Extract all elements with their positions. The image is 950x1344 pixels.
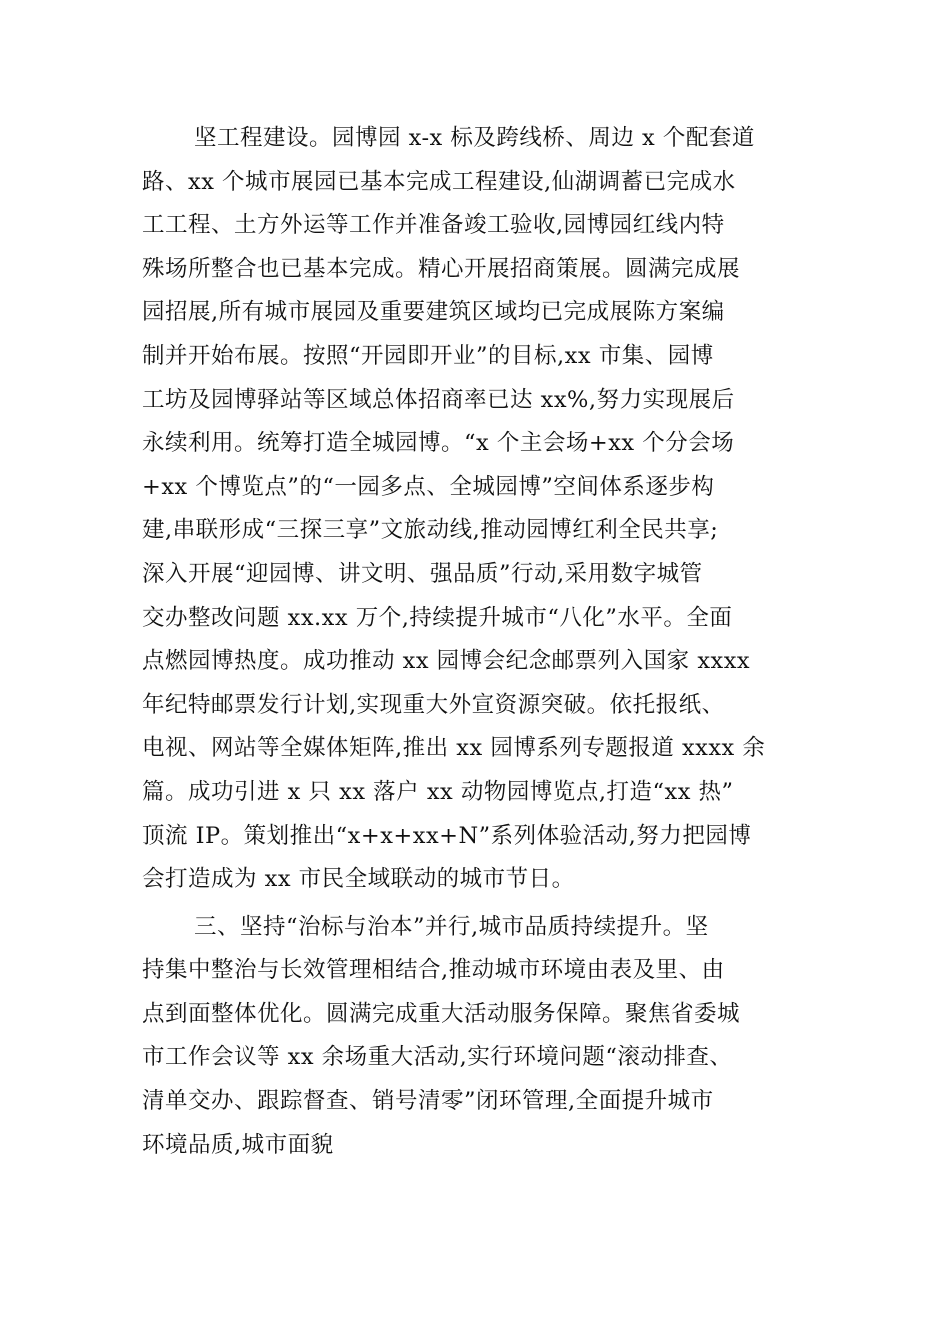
- text-line: 顶流 IP。策划推出“x+x+xx+N”系列体验活动,努力把园博: [142, 822, 752, 849]
- text-line: 点到面整体优化。圆满完成重大活动服务保障。聚焦省委城: [142, 1000, 741, 1027]
- text-line: 年纪特邮票发行计划,实现重大外宣资源突破。依托报纸、: [142, 691, 725, 718]
- document-body: [142, 117, 812, 1167]
- text-line: 电视、网站等全媒体矩阵,推出 xx 园博系列专题报道 xxxx 余: [142, 735, 766, 762]
- text-line: 永续利用。统筹打造全城园博。“x 个主会场+xx 个分会场: [142, 430, 735, 457]
- text-line: 交办整改问题 xx.xx 万个,持续提升城市“八化”水平。全面: [142, 604, 733, 631]
- text-line: 市工作会议等 xx 余场重大活动,实行环境问题“滚动排查、: [142, 1044, 733, 1071]
- text-line: 篇。成功引进 x 只 xx 落户 xx 动物园博览点,打造“xx 热”: [142, 778, 734, 805]
- paragraph: [142, 117, 812, 902]
- text-line: 环境品质,城市面貌: [142, 1131, 334, 1158]
- text-line: 工坊及园博驿站等区域总体招商率已达 xx%,努力实现展后: [142, 386, 735, 413]
- text-line: 殊场所整合也已基本完成。精心开展招商策展。圆满完成展: [142, 255, 741, 282]
- text-line: 会打造成为 xx 市民全域联动的城市节日。: [142, 866, 575, 893]
- text-line: 深入开展“迎园博、讲文明、强品质”行动,采用数字城管: [142, 560, 703, 587]
- text-line: 园招展,所有城市展园及重要建筑区域均已完成展陈方案编: [142, 299, 725, 326]
- text-line: 路、xx 个城市展园已基本完成工程建设,仙湖调蓄已完成水: [142, 168, 736, 195]
- text-line: 持集中整治与长效管理相结合,推动城市环境由表及里、由: [142, 957, 725, 984]
- text-line: 工工程、土方外运等工作并准备竣工验收,园博园红线内特: [142, 212, 725, 239]
- text-line: 点燃园博热度。成功推动 xx 园博会纪念邮票列入国家 xxxx: [142, 648, 751, 675]
- text-line: 三、坚持“治标与治本”并行,城市品质持续提升。坚: [194, 913, 709, 940]
- text-line: 制并开始布展。按照“开园即开业”的目标,xx 市集、园博: [142, 342, 714, 369]
- text-line: +xx 个博览点”的“一园多点、全城园博”空间体系逐步构: [142, 473, 715, 500]
- paragraph: [142, 906, 812, 1168]
- text-line: 建,串联形成“三探三享”文旅动线,推动园博红利全民共享;: [142, 517, 719, 544]
- text-line: 清单交办、跟踪督查、销号清零”闭环管理,全面提升城市: [142, 1088, 714, 1115]
- text-line: 坚工程建设。园博园 x-x 标及跨线桥、周边 x 个配套道: [194, 125, 755, 151]
